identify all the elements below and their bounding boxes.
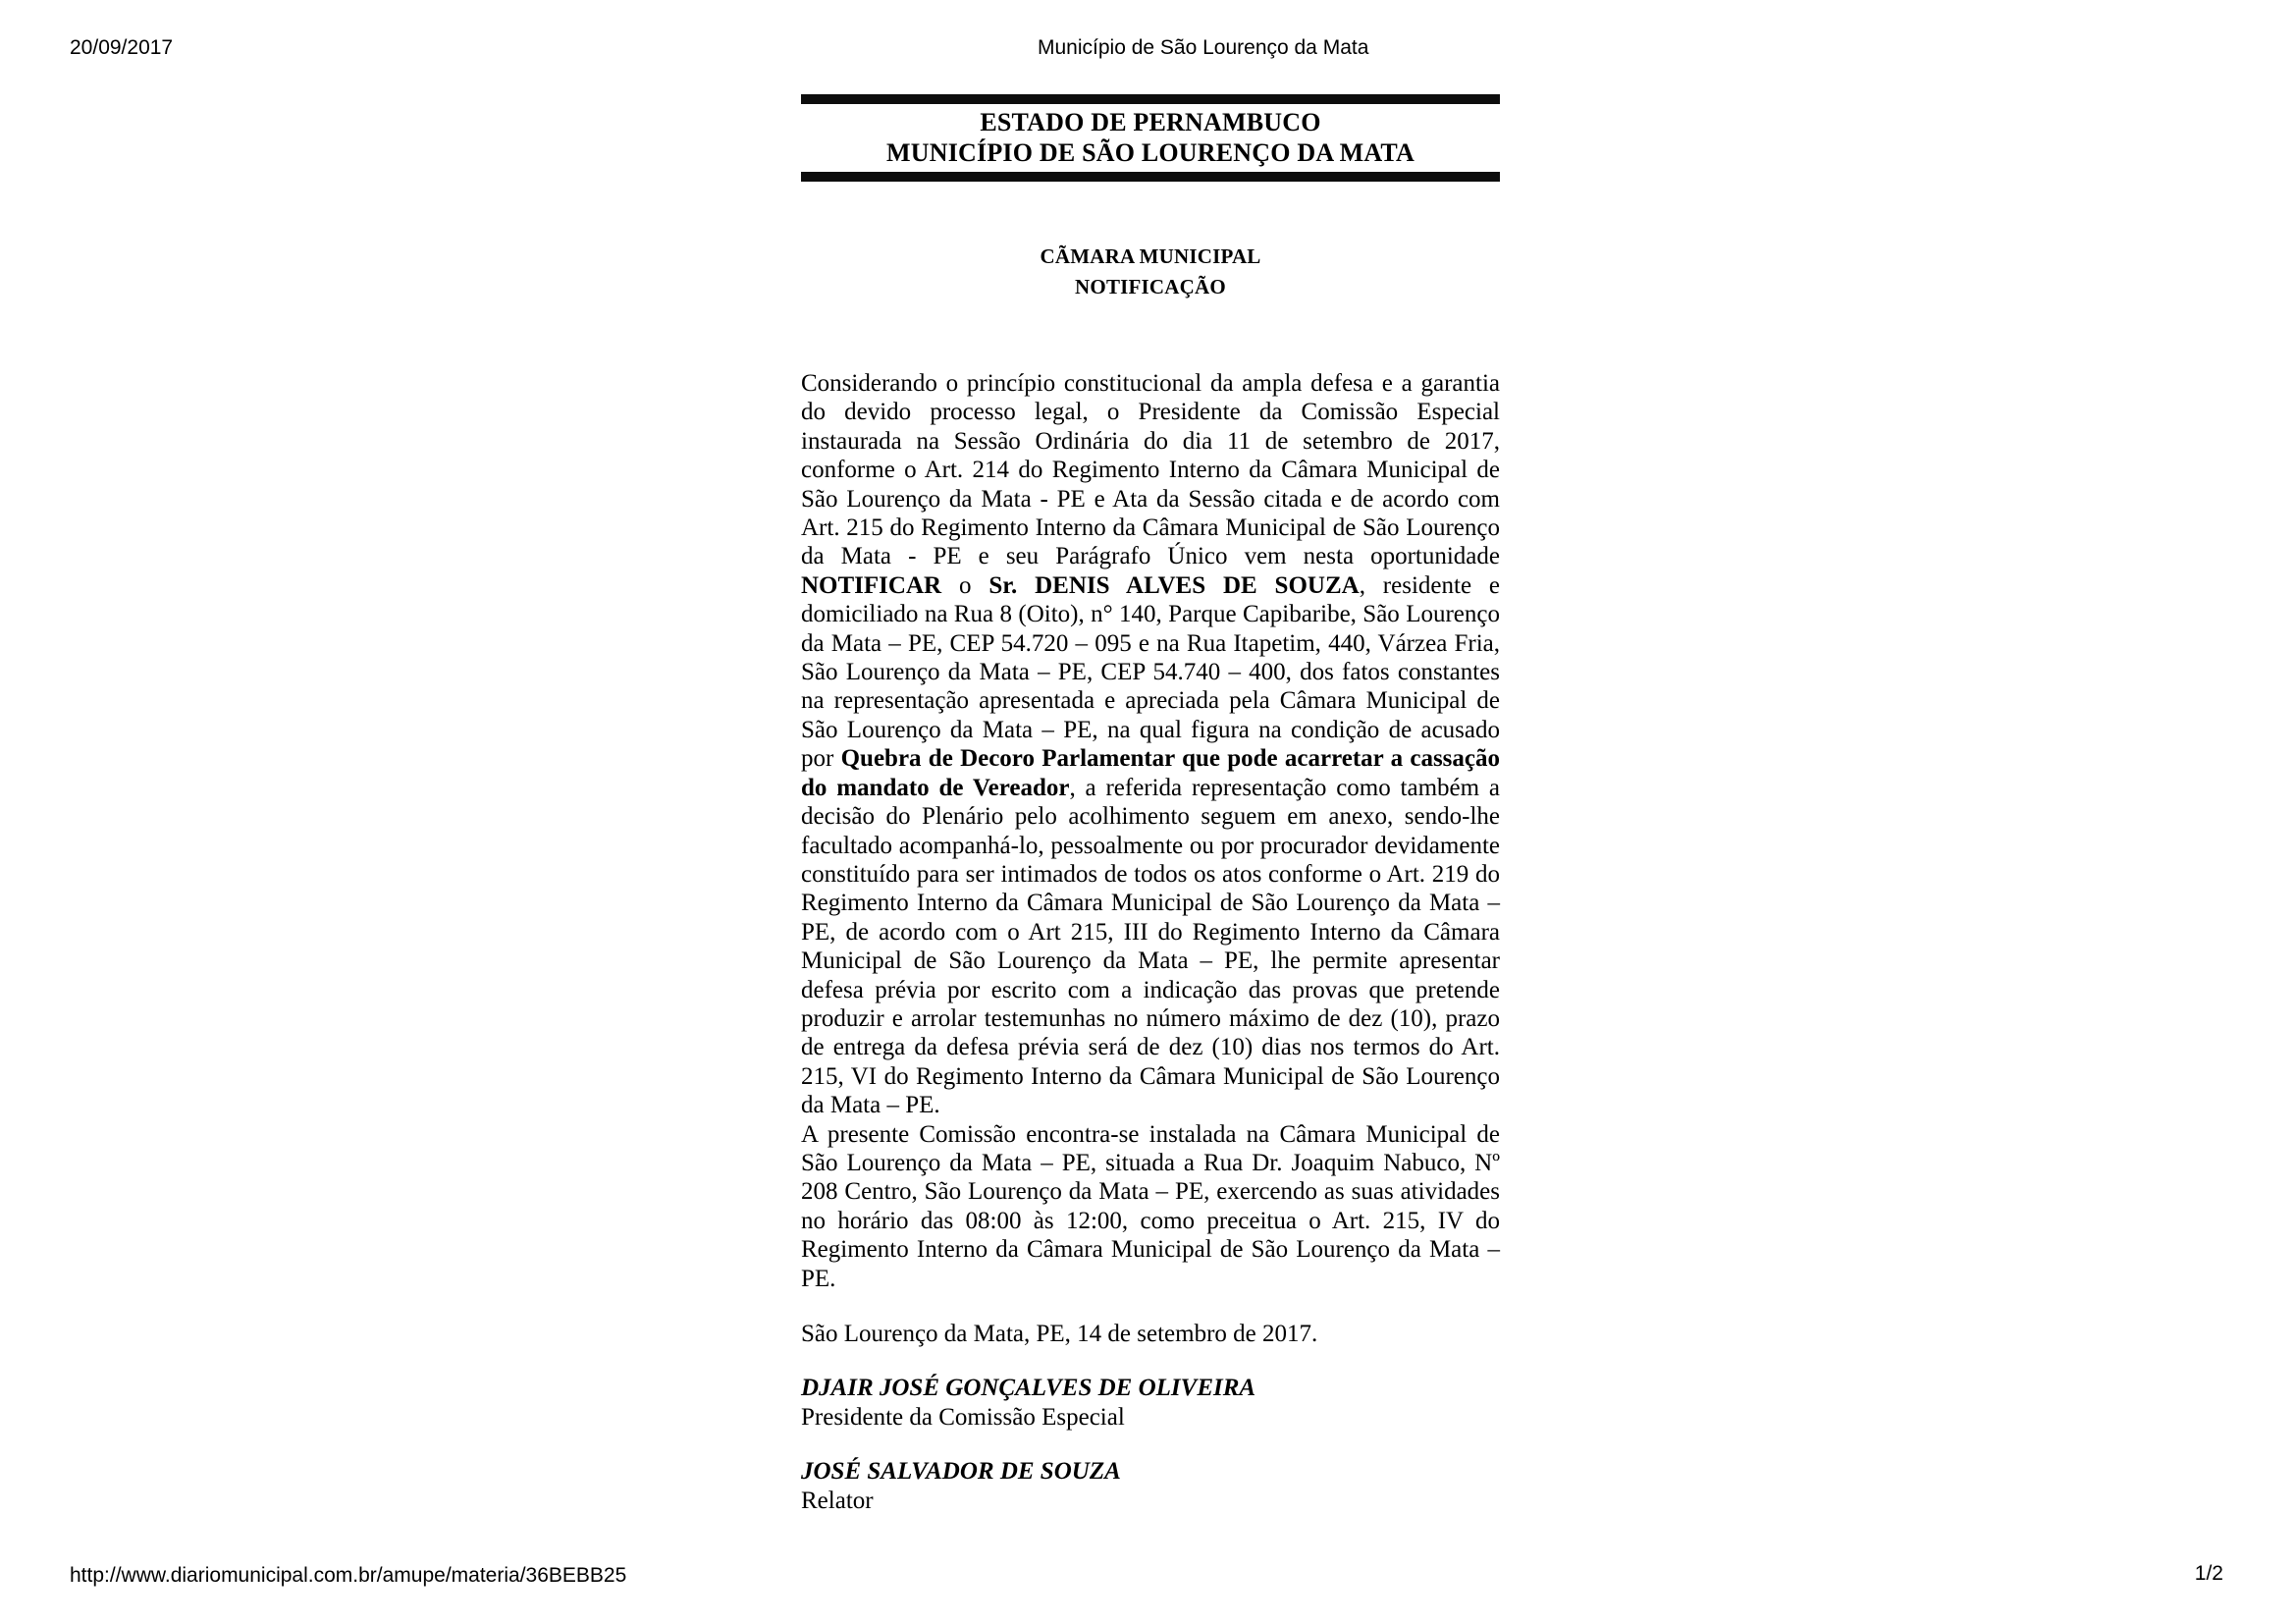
masthead-state-line: ESTADO DE PERNAMBUCO — [980, 108, 1321, 136]
print-footer-page-number: 1/2 — [2194, 1562, 2223, 1585]
masthead — [801, 94, 1500, 182]
place-date-line: São Lourenço da Mata, PE, 14 de setembro de 2017. — [801, 1321, 1318, 1347]
signature-list — [801, 1374, 1500, 1515]
emphasized-text: Quebra de Decoro Parlamentar que pode acarretar a cassação do mandato de Vereador — [801, 745, 1500, 801]
document-type-title: NOTIFICAÇÃO — [1075, 275, 1226, 298]
signature-block — [801, 1374, 1500, 1432]
signatory-name: JOSÉ SALVADOR DE SOUZA — [801, 1458, 1121, 1486]
document-body — [801, 369, 1500, 1515]
body-paragraphs — [801, 369, 1500, 1293]
print-header-title: Município de São Lourenço da Mata — [1038, 36, 1369, 59]
signatory-name: DJAIR JOSÉ GONÇALVES DE OLIVEIRA — [801, 1375, 1256, 1402]
emphasized-text: NOTIFICAR — [801, 571, 942, 599]
print-footer-url: http://www.diariomunicipal.com.br/amupe/materia/36BEBB25 — [70, 1564, 627, 1587]
paragraph-text: Considerando o princípio constitucional da ampla defesa e a garantia do devido processo legal, o Presidente da Comissão Especial instaurada na Sessão Ordinária do dia 11 de setembro de 2017, conforme o Art. 214 do Regimento Interno da Câmara Municipal de São Lourenço da Mata - PE e Ata da Sessão citada e de acordo com Art. 215 do Regimento Interno da Câmara Municipal de São Lourenço da Mata - PE e seu Parágrafo Único vem nesta oportunidade — [801, 370, 1500, 570]
paragraph-text: , residente e domiciliado na Rua 8 (Oito), n° 140, Parque Capibaribe, São Lourenço da Mata – PE, CEP 54.720 – 095 e na Rua Itapetim, 440, Várzea Fria, São Lourenço da Mata – PE, CEP 54.740 – 400, dos fatos constantes na representação apresentada e apreciada pela Câmara Municipal de São Lourenço da Mata – PE, na qual figura na condição de acusado por — [801, 571, 1500, 773]
document-heading — [801, 242, 1500, 302]
paragraph-text: o — [941, 571, 989, 599]
emphasized-text: Sr. DENIS ALVES DE SOUZA — [988, 571, 1360, 599]
signatory-role: Presidente da Comissão Especial — [801, 1403, 1125, 1431]
body-paragraph — [801, 1120, 1500, 1293]
print-header-date: 20/09/2017 — [70, 36, 174, 59]
masthead-municipality-line: MUNICÍPIO DE SÃO LOURENÇO DA MATA — [886, 138, 1415, 167]
signature-block — [801, 1457, 1500, 1515]
document-organ: CÃMARA MUNICIPAL — [1040, 244, 1261, 268]
paragraph-text: , a referida representação como também a decisão do Plenário pelo acolhimento seguem em anexo, sendo-lhe facultado acompanhá-lo, pessoalmente ou por procurador devidamente constituído para ser intimados de todos os atos conforme o Art. 219 do Regimento Interno da Câmara Municipal de São Lourenço da Mata – PE, de acordo com o Art 215, III do Regimento Interno da Câmara Municipal de São Lourenço da Mata – PE, lhe permite apresentar defesa prévia por escrito com a indicação das provas que pretende produzir e arrolar testemunhas no número máximo de dez (10), prazo de entrega da defesa prévia será de dez (10) dias nos termos do Art. 215, VI do Regimento Interno da Câmara Municipal de São Lourenço da Mata – PE. — [801, 774, 1500, 1119]
body-paragraph — [801, 369, 1500, 1120]
paragraph-text: A presente Comissão encontra-se instalada na Câmara Municipal de São Lourenço da Mata – PE, situada a Rua Dr. Joaquim Nabuco, Nº 208 Centro, São Lourenço da Mata – PE, exercendo as suas atividades no horário das 08:00 às 12:00, como preceitua o Art. 215, IV do Regimento Interno da Câmara Municipal de São Lourenço da Mata – PE. — [801, 1120, 1500, 1292]
signatory-role: Relator — [801, 1487, 874, 1514]
